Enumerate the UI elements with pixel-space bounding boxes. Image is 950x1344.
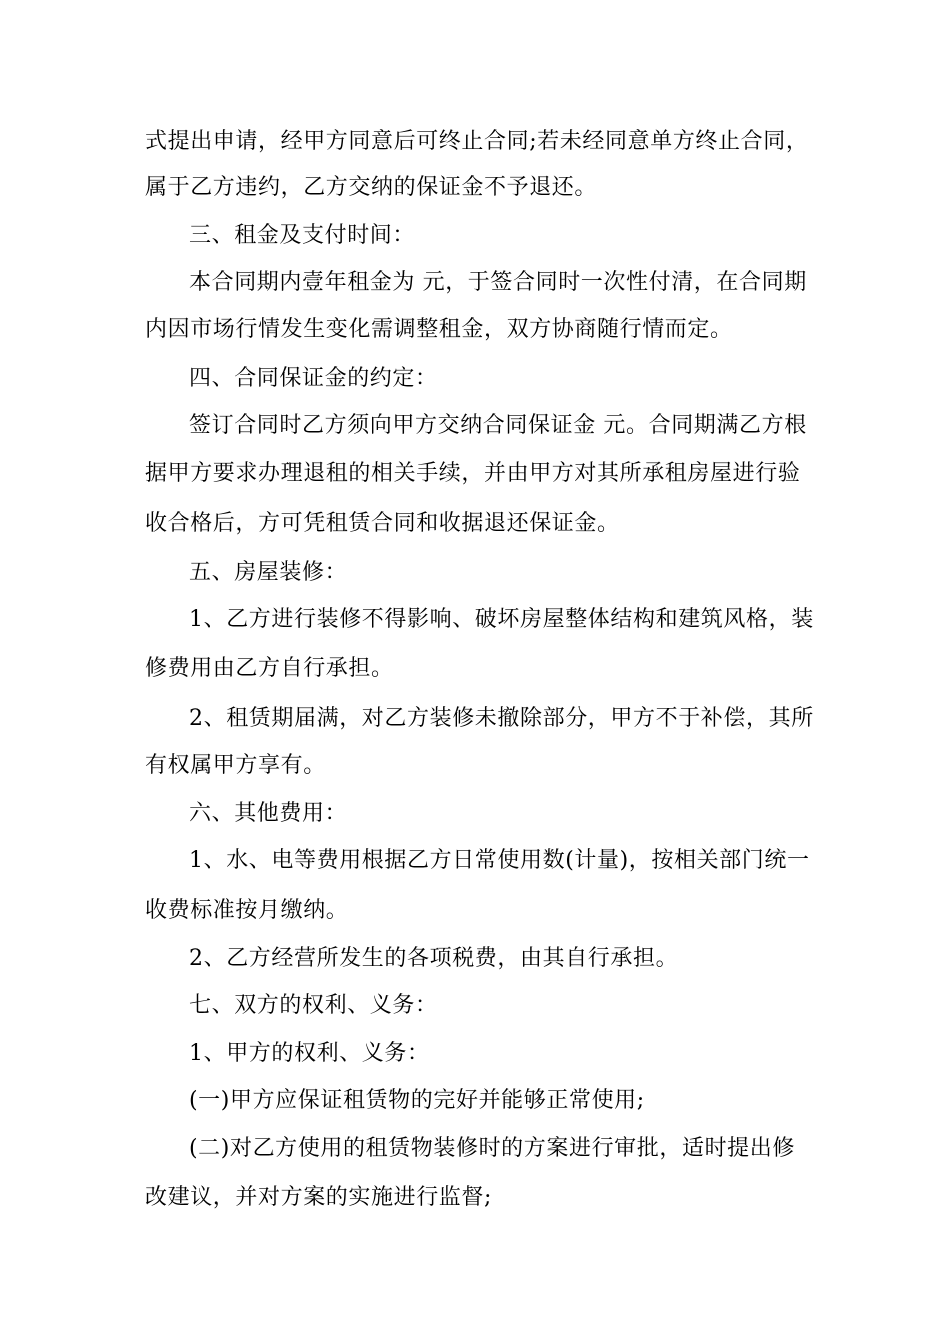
- text-line: 签订合同时乙方须向甲方交纳合同保证金 元。合同期满乙方根: [189, 413, 807, 438]
- text-line: 内因市场行情发生变化需调整租金，双方协商随行情而定。: [145, 317, 733, 342]
- section-heading: 五、房屋装修：: [189, 560, 348, 585]
- text-line: 有权属甲方享有。: [145, 753, 326, 778]
- section-heading: 七、双方的权利、义务：: [189, 993, 438, 1018]
- text-line: 改建议，并对方案的实施进行监督;: [145, 1185, 493, 1210]
- text-line: 收合格后，方可凭租赁合同和收据退还保证金。: [145, 511, 620, 536]
- text-line: 收费标准按月缴纳。: [145, 898, 349, 923]
- text-line: (二)对乙方使用的租赁物装修时的方案进行审批，适时提出修: [189, 1136, 795, 1161]
- text-line: 2、租赁期届满，对乙方装修未撤除部分，甲方不于补偿，其所: [189, 706, 814, 731]
- text-line: 修费用由乙方自行承担。: [145, 656, 394, 681]
- section-heading: 三、租金及支付时间：: [189, 223, 416, 248]
- text-line: 属于乙方违约，乙方交纳的保证金不予退还。: [145, 175, 598, 200]
- text-line: 本合同期内壹年租金为 元，于签合同时一次性付清，在合同期: [189, 270, 807, 295]
- text-line: 1、水、电等费用根据乙方日常使用数(计量)，按相关部门统一: [189, 848, 810, 873]
- section-heading: 六、其他费用：: [189, 801, 348, 826]
- text-line: 1、甲方的权利、义务：: [189, 1041, 430, 1066]
- text-line: 2、乙方经营所发生的各项税费，由其自行承担。: [189, 946, 679, 971]
- section-heading: 四、合同保证金的约定：: [189, 366, 438, 391]
- text-line: (一)甲方应保证租赁物的完好并能够正常使用;: [189, 1088, 645, 1113]
- text-line: 据甲方要求办理退租的相关手续，并由甲方对其所承租房屋进行验: [145, 461, 801, 486]
- text-line: 1、乙方进行装修不得影响、破坏房屋整体结构和建筑风格，装: [189, 607, 814, 632]
- text-line: 式提出申请，经甲方同意后可终止合同;若未经同意单方终止合同，: [145, 129, 809, 154]
